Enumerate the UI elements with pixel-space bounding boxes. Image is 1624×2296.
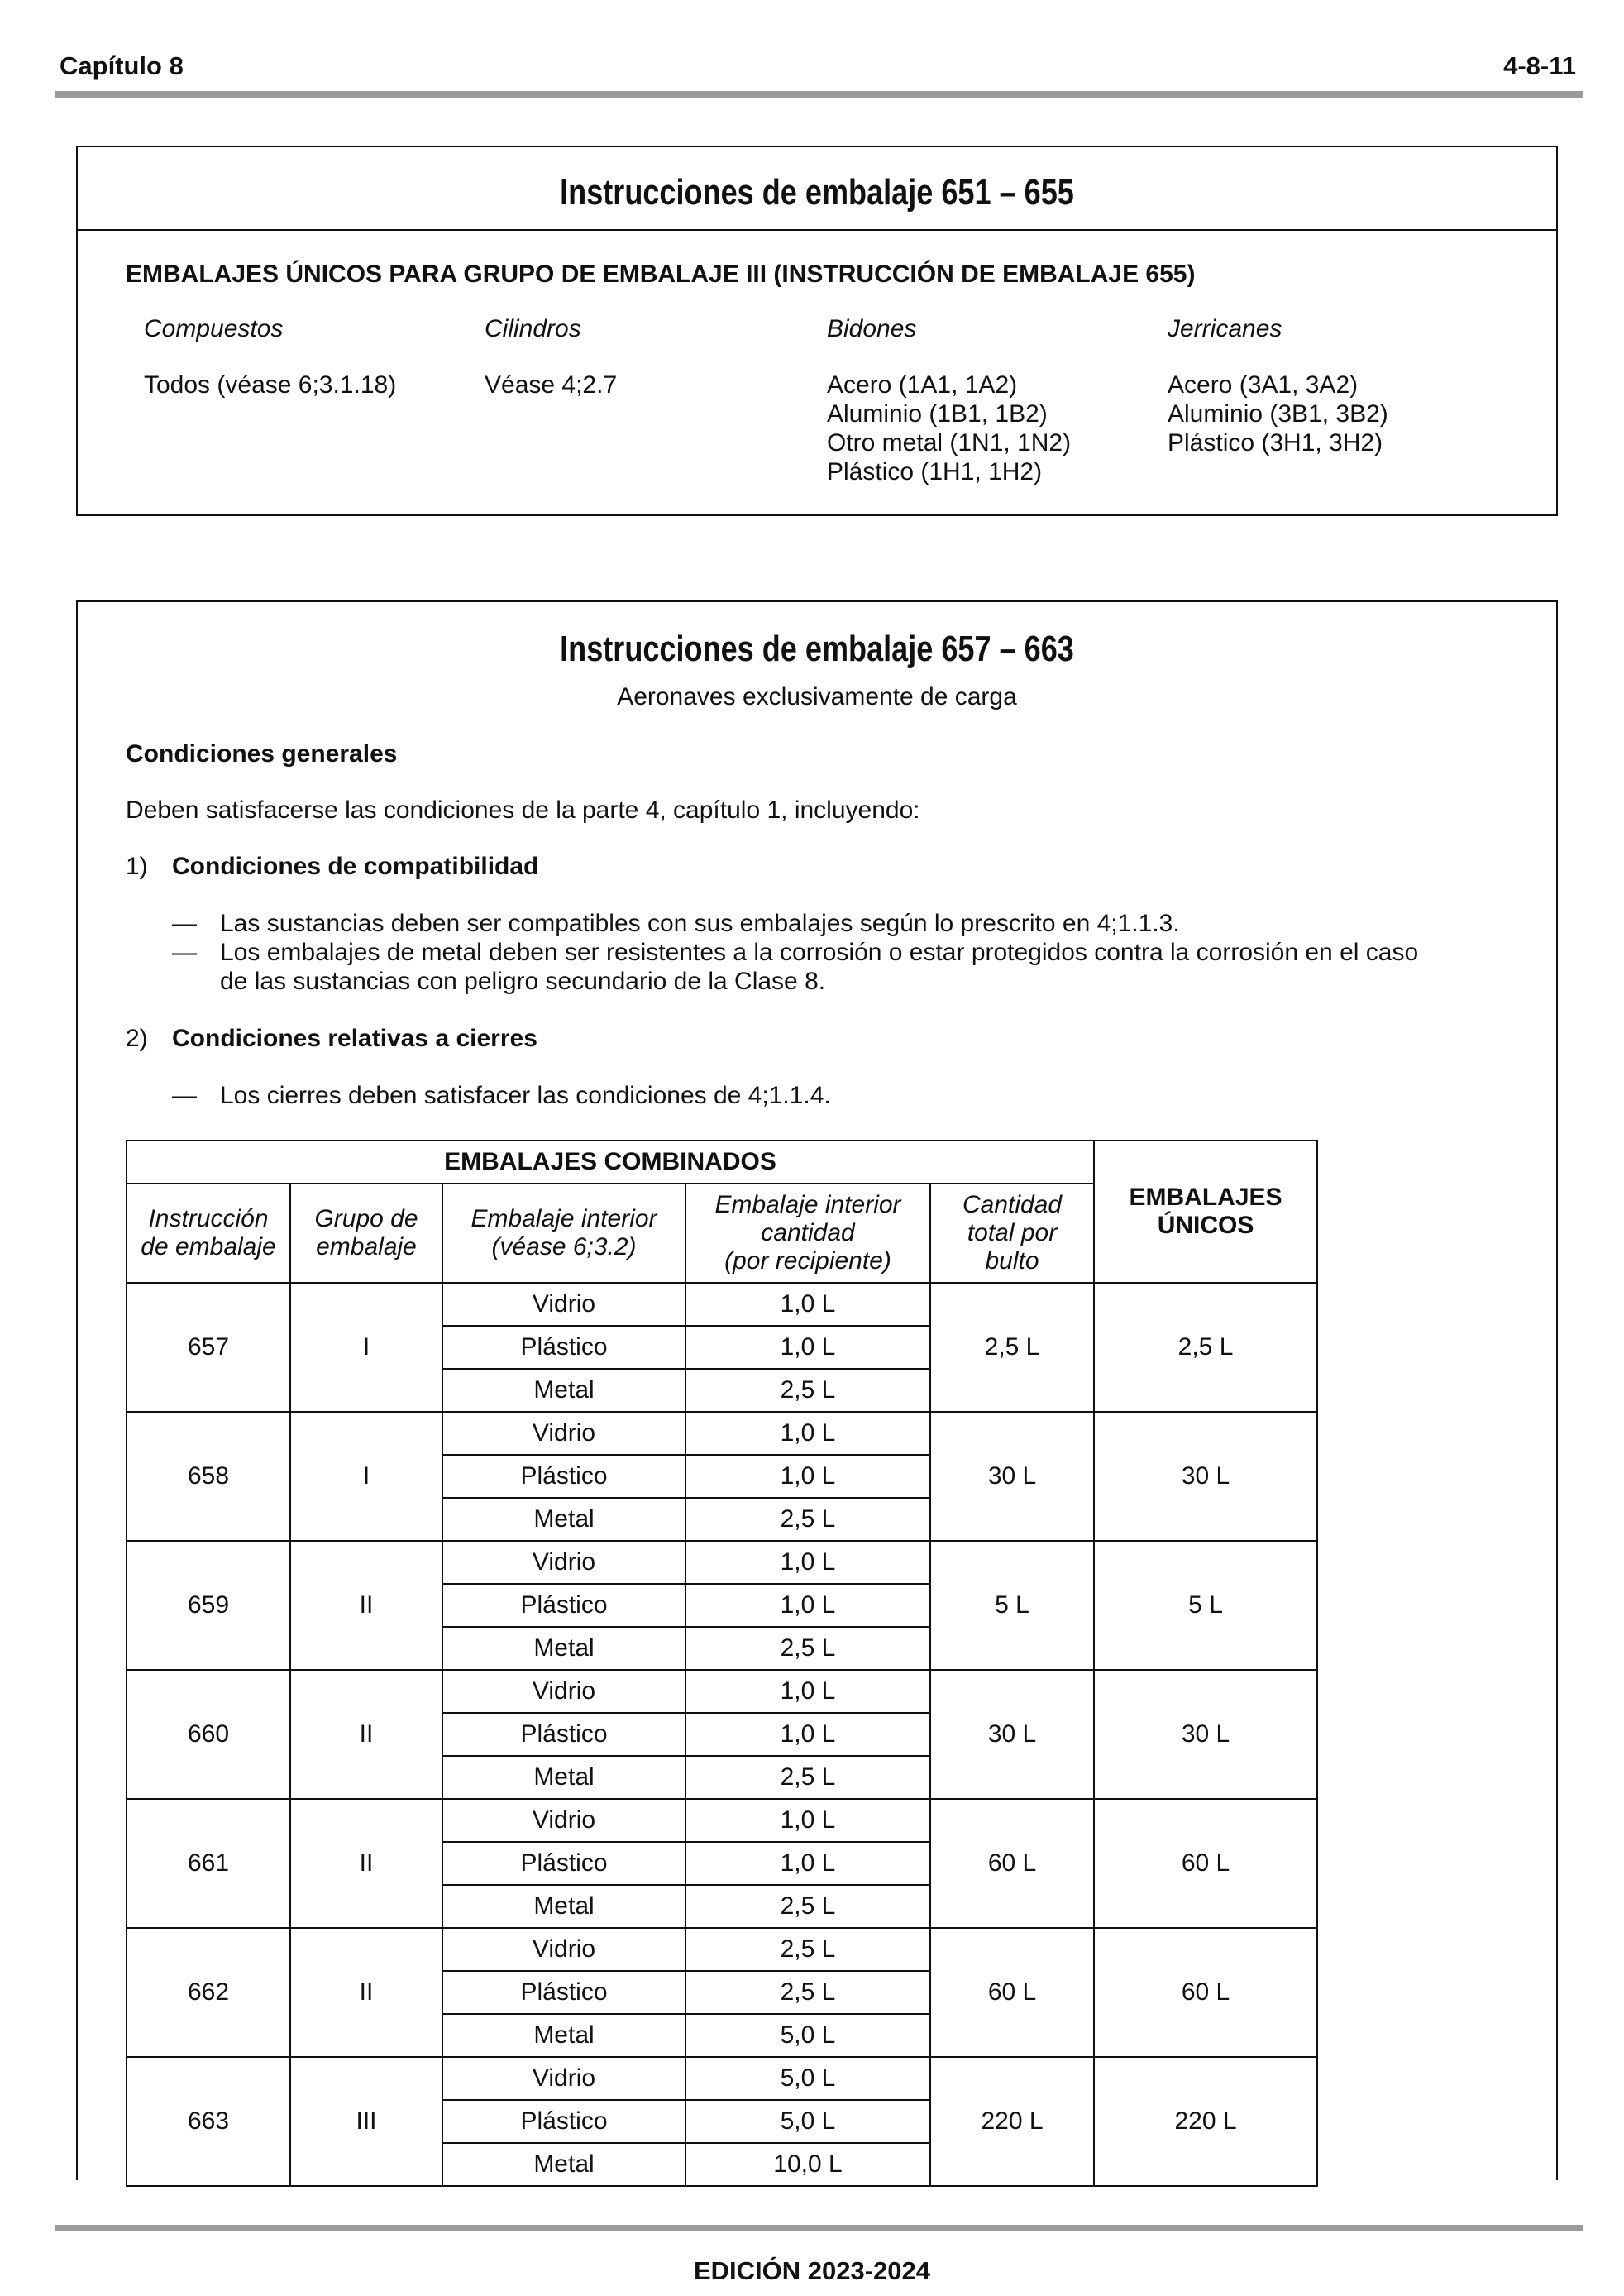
header-line: Instrucción bbox=[148, 1205, 269, 1232]
section-title: Condiciones de compatibilidad bbox=[172, 853, 539, 880]
inner-quantity-cell: 5,0 L bbox=[685, 2100, 930, 2143]
column-entry: Plástico (1H1, 1H2) bbox=[827, 458, 1043, 486]
table-row bbox=[127, 1412, 1317, 1455]
column-label: Cilindros bbox=[485, 315, 581, 342]
inner-quantity-cell: 2,5 L bbox=[685, 1885, 930, 1928]
column-label: Compuestos bbox=[144, 315, 284, 342]
column-header bbox=[442, 1184, 685, 1283]
packing-instructions-651-655-box bbox=[76, 146, 1558, 516]
dash: — bbox=[172, 939, 197, 966]
inner-packaging-cell: Plástico bbox=[442, 1455, 685, 1498]
inner-packaging-cell: Metal bbox=[442, 2143, 685, 2186]
inner-quantity-cell: 2,5 L bbox=[685, 1971, 930, 2014]
table-row bbox=[127, 1670, 1317, 1713]
inner-packaging-cell: Vidrio bbox=[442, 1799, 685, 1842]
inner-packaging-cell: Plástico bbox=[442, 1326, 685, 1369]
header-line: Cantidad bbox=[962, 1191, 1063, 1218]
table-row bbox=[127, 1283, 1317, 1326]
single-packaging-cell: 30 L bbox=[1094, 1412, 1317, 1541]
inner-packaging-cell: Vidrio bbox=[442, 2057, 685, 2100]
table-row bbox=[127, 2057, 1317, 2100]
page-number: 4-8-11 bbox=[1503, 51, 1576, 80]
inner-packaging-cell: Vidrio bbox=[442, 1412, 685, 1455]
inner-quantity-cell: 1,0 L bbox=[685, 1283, 930, 1326]
header-line: total por bbox=[967, 1219, 1058, 1246]
box-title: Instrucciones de embalaje 657 – 663 bbox=[560, 629, 1074, 669]
condition-item-continued: de las sustancias con peligro secundario de la Clase 8. bbox=[220, 968, 826, 995]
title-divider bbox=[78, 229, 1556, 231]
instruction-cell: 661 bbox=[127, 1799, 290, 1928]
instruction-cell: 660 bbox=[127, 1670, 290, 1799]
header-line: (véase 6;3.2) bbox=[491, 1233, 637, 1260]
inner-quantity-cell: 2,5 L bbox=[685, 1928, 930, 1971]
header-line: bulto bbox=[985, 1247, 1039, 1275]
table-row bbox=[127, 1541, 1317, 1584]
instruction-cell: 658 bbox=[127, 1412, 290, 1541]
total-per-package-cell: 30 L bbox=[930, 1670, 1094, 1799]
dash: — bbox=[172, 1082, 197, 1109]
inner-quantity-cell: 1,0 L bbox=[685, 1541, 930, 1584]
single-packaging-cell: 2,5 L bbox=[1094, 1283, 1317, 1412]
column-entry: Aluminio (1B1, 1B2) bbox=[827, 400, 1048, 428]
single-packaging-cell: 30 L bbox=[1094, 1670, 1317, 1799]
single-packagings-header bbox=[1094, 1141, 1317, 1283]
instruction-cell: 659 bbox=[127, 1541, 290, 1670]
column-header bbox=[930, 1184, 1094, 1283]
inner-packaging-cell: Plástico bbox=[442, 1971, 685, 2014]
column-entry: Acero (1A1, 1A2) bbox=[827, 371, 1018, 399]
inner-quantity-cell: 2,5 L bbox=[685, 1369, 930, 1412]
column-entry: Plástico (3H1, 3H2) bbox=[1168, 429, 1383, 457]
inner-packaging-cell: Metal bbox=[442, 1756, 685, 1799]
chapter-label: Capítulo 8 bbox=[60, 51, 184, 80]
total-per-package-cell: 30 L bbox=[930, 1412, 1094, 1541]
instruction-cell: 662 bbox=[127, 1928, 290, 2057]
inner-quantity-cell: 1,0 L bbox=[685, 1713, 930, 1756]
section-title: Condiciones relativas a cierres bbox=[172, 1025, 537, 1052]
inner-quantity-cell: 1,0 L bbox=[685, 1670, 930, 1713]
box-subtitle: Aeronaves exclusivamente de carga bbox=[617, 683, 1017, 710]
column-header bbox=[685, 1184, 930, 1283]
single-packaging-cell: 60 L bbox=[1094, 1799, 1317, 1928]
inner-quantity-cell: 1,0 L bbox=[685, 1584, 930, 1627]
column-entry: Acero (3A1, 3A2) bbox=[1168, 371, 1359, 399]
inner-quantity-cell: 5,0 L bbox=[685, 2014, 930, 2057]
inner-quantity-cell: 5,0 L bbox=[685, 2057, 930, 2100]
single-packaging-cell: 60 L bbox=[1094, 1928, 1317, 2057]
inner-packaging-cell: Metal bbox=[442, 1885, 685, 1928]
inner-packaging-cell: Metal bbox=[442, 1369, 685, 1412]
packing-group-cell: II bbox=[290, 1928, 442, 2057]
footer-rule bbox=[55, 2225, 1583, 2231]
column-label: Bidones bbox=[827, 315, 917, 342]
header-line: de embalaje bbox=[141, 1233, 276, 1260]
dash: — bbox=[172, 910, 197, 937]
inner-packaging-cell: Plástico bbox=[442, 1842, 685, 1885]
header-line: ÚNICOS bbox=[1157, 1212, 1254, 1239]
packing-group-cell: II bbox=[290, 1541, 442, 1670]
inner-quantity-cell: 1,0 L bbox=[685, 1412, 930, 1455]
inner-packaging-cell: Plástico bbox=[442, 2100, 685, 2143]
column-entry: Otro metal (1N1, 1N2) bbox=[827, 429, 1072, 457]
column-header bbox=[290, 1184, 442, 1283]
column-header bbox=[127, 1184, 290, 1283]
inner-quantity-cell: 10,0 L bbox=[685, 2143, 930, 2186]
inner-quantity-cell: 1,0 L bbox=[685, 1326, 930, 1369]
packing-group-cell: II bbox=[290, 1799, 442, 1928]
section-number: 1) bbox=[126, 853, 148, 880]
section-number: 2) bbox=[126, 1025, 148, 1052]
table-body bbox=[127, 1283, 1317, 2186]
total-per-package-cell: 2,5 L bbox=[930, 1283, 1094, 1412]
header-line: Embalaje interior bbox=[470, 1205, 657, 1232]
single-packaging-cell: 5 L bbox=[1094, 1541, 1317, 1670]
header-line: Grupo de bbox=[314, 1205, 418, 1232]
inner-packaging-cell: Vidrio bbox=[442, 1541, 685, 1584]
inner-quantity-cell: 2,5 L bbox=[685, 1627, 930, 1670]
column-label: Jerricanes bbox=[1168, 315, 1282, 342]
inner-quantity-cell: 2,5 L bbox=[685, 1498, 930, 1541]
inner-packaging-cell: Vidrio bbox=[442, 1283, 685, 1326]
total-per-package-cell: 5 L bbox=[930, 1541, 1094, 1670]
column-entry: Todos (véase 6;3.1.18) bbox=[144, 371, 397, 399]
header-line: cantidad bbox=[761, 1219, 855, 1246]
inner-packaging-cell: Plástico bbox=[442, 1584, 685, 1627]
intro-text: Deben satisfacerse las condiciones de la parte 4, capítulo 1, incluyendo: bbox=[126, 796, 920, 824]
section-heading: EMBALAJES ÚNICOS PARA GRUPO DE EMBALAJE III (INSTRUCCIÓN DE EMBALAJE 655) bbox=[126, 261, 1196, 288]
inner-packaging-cell: Vidrio bbox=[442, 1928, 685, 1971]
inner-quantity-cell: 1,0 L bbox=[685, 1455, 930, 1498]
column-entry: Aluminio (3B1, 3B2) bbox=[1168, 400, 1388, 428]
general-conditions-heading: Condiciones generales bbox=[126, 740, 398, 768]
header-line: embalaje bbox=[316, 1233, 417, 1260]
header-rule bbox=[55, 91, 1583, 98]
table-row bbox=[127, 1928, 1317, 1971]
packing-table bbox=[126, 1140, 1318, 2187]
column-entry: Véase 4;2.7 bbox=[485, 371, 618, 399]
instruction-cell: 663 bbox=[127, 2057, 290, 2186]
condition-item: Los embalajes de metal deben ser resistentes a la corrosión o estar protegidos contra la corrosión en el caso bbox=[220, 939, 1419, 966]
total-per-package-cell: 220 L bbox=[930, 2057, 1094, 2186]
inner-packaging-cell: Plástico bbox=[442, 1713, 685, 1756]
condition-item: Los cierres deben satisfacer las condiciones de 4;1.1.4. bbox=[220, 1082, 831, 1109]
packing-group-cell: I bbox=[290, 1412, 442, 1541]
inner-packaging-cell: Vidrio bbox=[442, 1670, 685, 1713]
inner-packaging-cell: Metal bbox=[442, 2014, 685, 2057]
single-packaging-cell: 220 L bbox=[1094, 2057, 1317, 2186]
packing-group-cell: III bbox=[290, 2057, 442, 2186]
instruction-cell: 657 bbox=[127, 1283, 290, 1412]
header-line: EMBALAJES bbox=[1129, 1184, 1282, 1211]
header-line: Embalaje interior bbox=[714, 1191, 901, 1218]
inner-quantity-cell: 1,0 L bbox=[685, 1842, 930, 1885]
table-row bbox=[127, 1799, 1317, 1842]
combined-packagings-header: EMBALAJES COMBINADOS bbox=[127, 1141, 1094, 1184]
packing-group-cell: II bbox=[290, 1670, 442, 1799]
total-per-package-cell: 60 L bbox=[930, 1928, 1094, 2057]
inner-quantity-cell: 1,0 L bbox=[685, 1799, 930, 1842]
total-per-package-cell: 60 L bbox=[930, 1799, 1094, 1928]
inner-quantity-cell: 2,5 L bbox=[685, 1756, 930, 1799]
inner-packaging-cell: Metal bbox=[442, 1498, 685, 1541]
header-line: (por recipiente) bbox=[724, 1247, 891, 1275]
inner-packaging-cell: Metal bbox=[442, 1627, 685, 1670]
box-title: Instrucciones de embalaje 651 – 655 bbox=[560, 172, 1074, 213]
condition-item: Las sustancias deben ser compatibles con sus embalajes según lo prescrito en 4;1.1.3. bbox=[220, 910, 1180, 937]
packing-group-cell: I bbox=[290, 1283, 442, 1412]
edition-label: EDICIÓN 2023-2024 bbox=[693, 2256, 931, 2285]
